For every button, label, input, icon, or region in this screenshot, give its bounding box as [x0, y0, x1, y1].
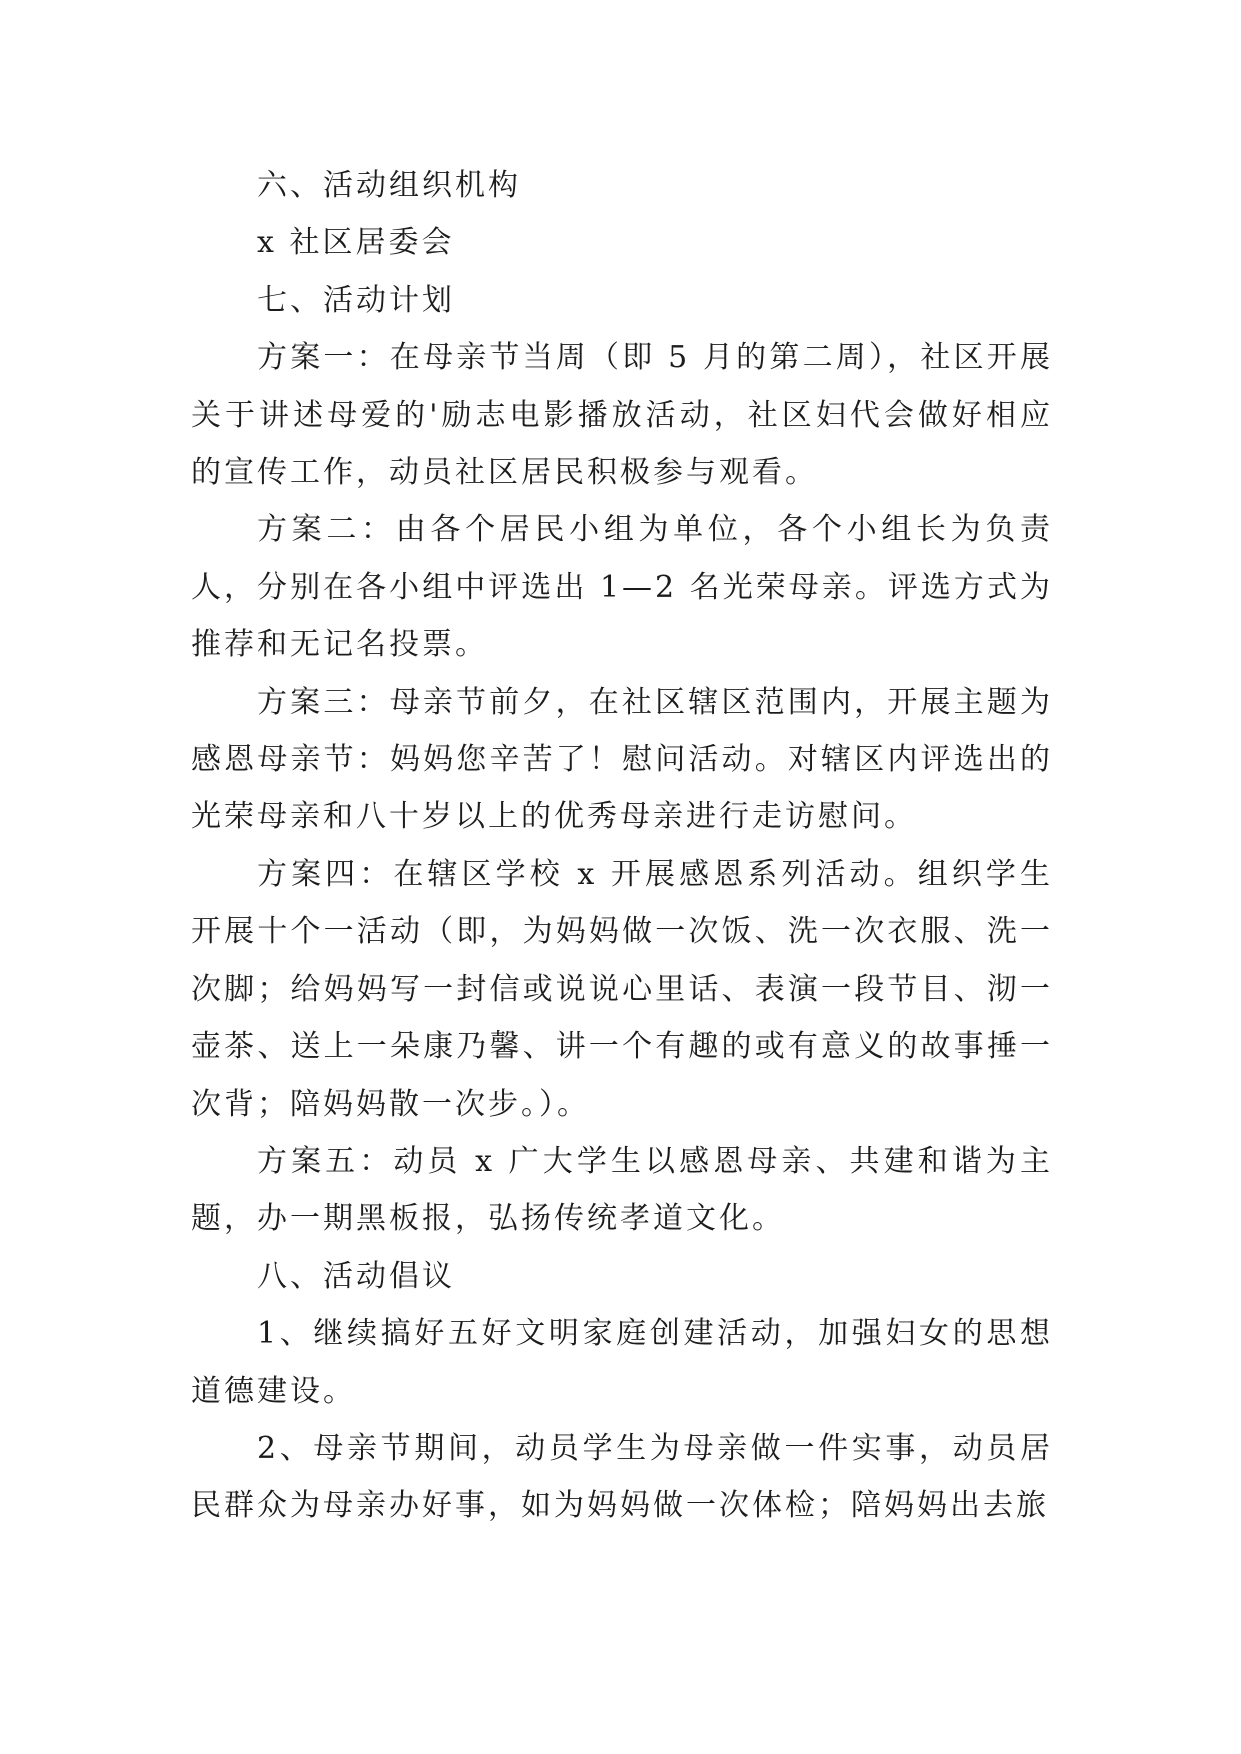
section-heading-initiative: 八、活动倡议 [257, 1258, 455, 1294]
plan-five-paragraph: 方案五：动员 x 广大学生以感恩母亲、共建和谐为主题，办一期黑板报，弘扬传统孝道文化。 [191, 1143, 1053, 1237]
plan-three-paragraph: 方案三：母亲节前夕，在社区辖区范围内，开展主题为感恩母亲节：妈妈您辛苦了！慰问活动。对辖区内评选出的光荣母亲和八十岁以上的优秀母亲进行走访慰问。 [191, 684, 1053, 835]
section-heading-organization: 六、活动组织机构 [257, 168, 521, 203]
section-heading-plan: 七、活动计划 [257, 282, 455, 318]
initiative-two-paragraph: 2、母亲节期间，动员学生为母亲做一件实事，动员居民群众为母亲办好事，如为妈妈做一次体检；陪妈妈出去旅 [191, 1430, 1053, 1524]
organization-name: x 社区居委会 [257, 225, 455, 261]
document-body [191, 157, 1053, 1535]
plan-one-paragraph: 方案一：在母亲节当周（即 5 月的第二周），社区开展关于讲述母爱的'励志电影播放活动，社区妇代会做好相应的宣传工作，动员社区居民积极参与观看。 [191, 340, 1053, 491]
initiative-one-paragraph: 1、继续搞好五好文明家庭创建活动，加强妇女的思想道德建设。 [191, 1316, 1053, 1409]
plan-two-paragraph: 方案二：由各个居民小组为单位，各个小组长为负责人，分别在各小组中评选出 1—2 名光荣母亲。评选方式为推荐和无记名投票。 [191, 512, 1053, 663]
plan-four-paragraph: 方案四：在辖区学校 x 开展感恩系列活动。组织学生开展十个一活动（即，为妈妈做一次饭、洗一次衣服、洗一次脚；给妈妈写一封信或说说心里话、表演一段节目、沏一壶茶、送上一朵康乃馨、讲一个有趣的或有意义的故事捶一次背；陪妈妈散一次步。）。 [191, 856, 1053, 1122]
